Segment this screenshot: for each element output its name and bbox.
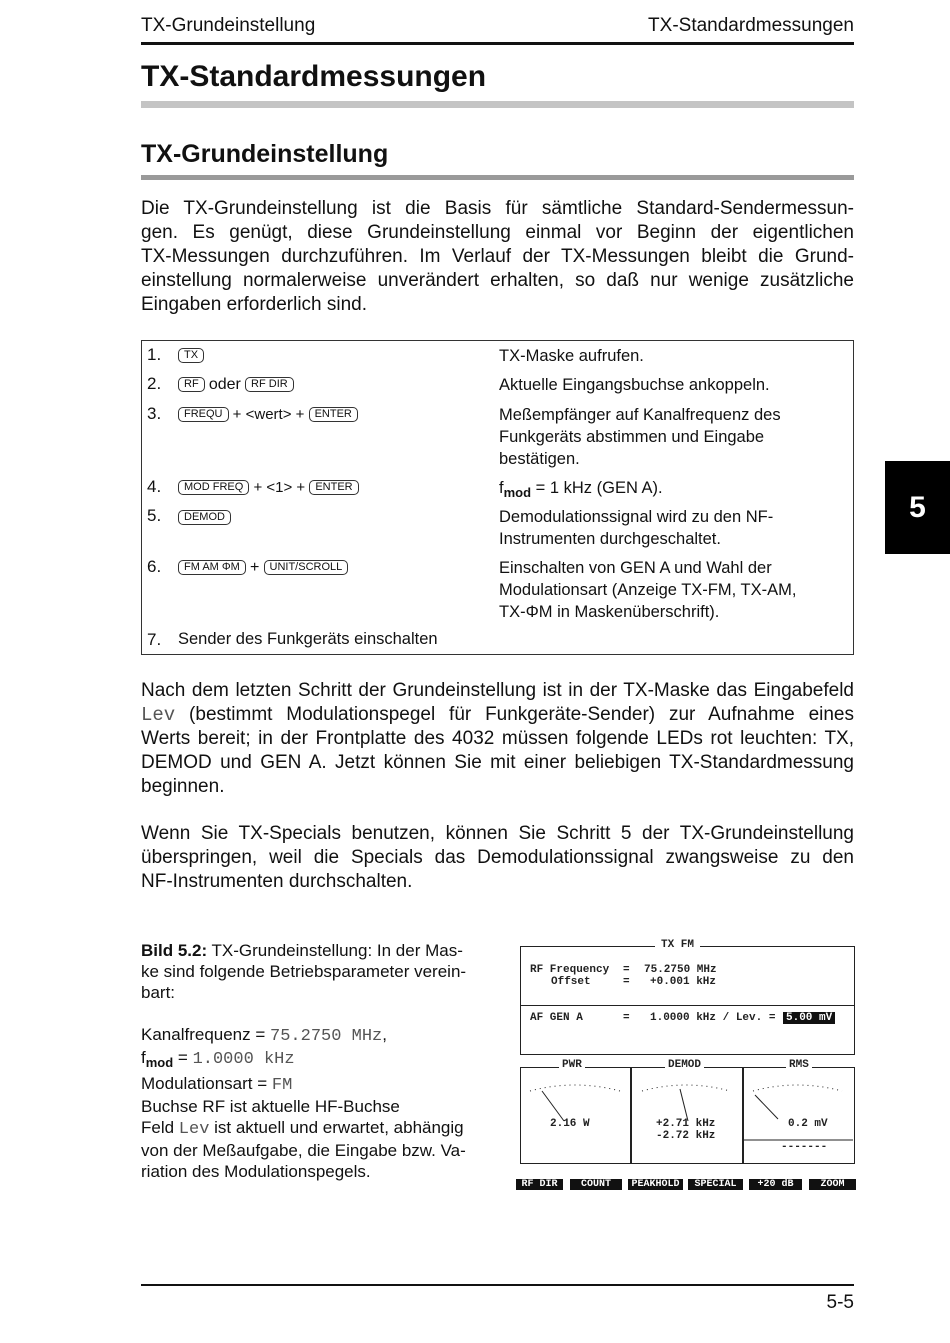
- caption-line: [141, 1024, 486, 1047]
- demod-label: DEMOD: [665, 1059, 704, 1071]
- caption-line: von der Meßaufgabe, die Eingabe bzw. Va-: [141, 1141, 466, 1160]
- rms-needle: [755, 1095, 778, 1119]
- step-keys: [178, 376, 294, 394]
- pwr-needle: [542, 1091, 564, 1121]
- mask-title: TX FM: [655, 939, 700, 951]
- step-connector: oder: [208, 376, 241, 393]
- demod-key: DEMOD: [178, 510, 231, 525]
- step-description: [499, 477, 849, 504]
- step-description-line: Einschalten von GEN A und Wahl der: [499, 559, 772, 577]
- step-description-line: Modulationsart (Anzeige TX-FM, TX-AM,: [499, 581, 797, 599]
- step-description-line: Funkgeräts abstimmen und Eingabe: [499, 428, 765, 446]
- step-number: 4.: [147, 477, 162, 496]
- demod-needle: [680, 1089, 688, 1121]
- figure-label: Bild 5.2:: [141, 941, 208, 960]
- demod-value-positive: +2.71 kHz: [656, 1118, 716, 1130]
- chapter-tab: 5: [885, 461, 950, 554]
- unit-scroll-key: UNIT/SCROLL: [264, 560, 349, 575]
- step-description-line: bestätigen.: [499, 450, 580, 468]
- step-keys: [178, 559, 348, 577]
- demod-value-negative: -2.72 kHz: [656, 1130, 716, 1142]
- lev-field-name: Lev: [178, 1120, 210, 1139]
- demod-scale: [642, 1085, 730, 1091]
- fmod-symbol: f: [141, 1048, 146, 1067]
- caption-line: ke sind folgende Betriebsparameter verein-: [141, 962, 467, 981]
- offset-label: Offset: [551, 976, 591, 988]
- step-keys: [178, 509, 231, 526]
- enter-key: ENTER: [309, 407, 358, 422]
- caption-text: Modulationsart =: [141, 1074, 272, 1093]
- caption-text: Kanalfrequenz =: [141, 1025, 271, 1044]
- step-number: 6.: [147, 557, 162, 576]
- step-number: 2.: [147, 374, 162, 393]
- softkey-plus20db[interactable]: +20 dB: [749, 1179, 802, 1190]
- paragraph-text: (bestimmt Modulationspegel für Funkgeräte-Sender) zur Aufnahme eines: [175, 704, 854, 725]
- mod-freq-key: MOD FREQ: [178, 480, 249, 495]
- tx-key: TX: [178, 348, 204, 363]
- panel-divider: [521, 1005, 854, 1006]
- page-number: 5-5: [826, 1292, 854, 1313]
- step-description-line: TX-ΦM in Maskenüberschrift).: [499, 603, 720, 621]
- figure-caption: [141, 940, 486, 1182]
- rf-frequency-label: RF Frequency: [530, 964, 610, 976]
- paragraph-line: überspringen, weil die Specials das Demodulationssignal zwangsweise zu den: [141, 847, 854, 868]
- header-rule: [141, 42, 854, 45]
- modulation-type-value: FM: [271, 1076, 293, 1095]
- intro-line: gen. Es genügt, diese Grundeinstellung einmal vor Beginn der eigentlichen: [141, 222, 854, 243]
- step-description: Aktuelle Eingangsbuchse ankoppeln.: [499, 376, 770, 394]
- pwr-scale: [530, 1085, 620, 1091]
- lev-field-name: Lev: [141, 704, 176, 726]
- rms-scale: [753, 1085, 842, 1091]
- caption-line: [141, 1073, 486, 1096]
- caption-line: [141, 1117, 486, 1140]
- paragraph-line: [141, 703, 854, 727]
- softkey-zoom[interactable]: ZOOM: [809, 1179, 856, 1190]
- caption-line: [141, 1047, 486, 1073]
- paragraph-line: Werts bereit; in der Frontplatte des 4032 müssen folgende LEDs rot leuchten: TX,: [141, 728, 854, 749]
- step-keys: [178, 406, 358, 423]
- running-header-left: TX-Grundeinstellung: [141, 15, 316, 36]
- caption-line: riation des Modulationspegels.: [141, 1162, 371, 1181]
- fmod-subscript: mod: [503, 485, 532, 500]
- paragraph-line: Nach dem letzten Schritt der Grundeinstellung ist in der TX-Maske das Eingabefeld: [141, 680, 854, 701]
- fmod-subscript: mod: [145, 1055, 174, 1070]
- step-number: 7.: [147, 630, 162, 649]
- step-description-line: Demodulationssignal wird zu den NF-: [499, 508, 774, 526]
- rf-key: RF: [178, 377, 205, 392]
- lev-value: 5.00 mV: [783, 1012, 835, 1024]
- running-header-right: TX-Standardmessungen: [648, 15, 854, 36]
- section-title: TX-Grundeinstellung: [141, 140, 389, 168]
- intro-paragraph: [141, 197, 854, 317]
- rms-placeholder: -------: [781, 1141, 828, 1153]
- step-description: TX-Maske aufrufen.: [499, 347, 644, 365]
- intro-line: einstellung normalerweise unverändert erhalten, so daß nur wenige zusätzliche: [141, 270, 854, 291]
- paragraph-line: beginnen.: [141, 776, 225, 797]
- intro-line: TX-Messungen durchzuführen. Im Verlauf der TX-Messungen bleibt die Grund-: [141, 246, 854, 267]
- rf-frequency-eq: =: [623, 964, 630, 976]
- caption-text: =: [173, 1048, 193, 1067]
- intro-line: Die TX-Grundeinstellung ist die Basis für sämtliche Standard-Sendermessun-: [141, 198, 854, 219]
- step-description-line: Meßempfänger auf Kanalfrequenz des: [499, 406, 781, 424]
- step-connector: + <1> +: [253, 479, 306, 496]
- step-number: 5.: [147, 506, 162, 525]
- step-description: [499, 404, 849, 470]
- fmod-value: 1.0000 kHz: [192, 1050, 295, 1069]
- step-connector: + <wert> +: [232, 406, 305, 423]
- softkey-special[interactable]: SPECIAL: [688, 1179, 743, 1190]
- caption-text: ist aktuell und erwartet, abhängig: [209, 1118, 464, 1137]
- step-description: [499, 506, 849, 550]
- pwr-value: 2.16 W: [550, 1118, 590, 1130]
- caption-line: bart:: [141, 983, 176, 1002]
- chapter-title-bar: [141, 101, 854, 108]
- step-keys: [178, 347, 204, 364]
- af-gen-value: 1.0000 kHz / Lev. =: [650, 1012, 776, 1024]
- section-title-bar: [141, 175, 854, 180]
- step-description-line: Instrumenten durchgeschaltet.: [499, 530, 721, 548]
- chapter-title: TX-Standardmessungen: [141, 60, 487, 93]
- rms-value: 0.2 mV: [788, 1118, 828, 1130]
- caption-text: Feld: [141, 1118, 179, 1137]
- rms-label: RMS: [786, 1059, 812, 1071]
- specials-paragraph: [141, 822, 854, 894]
- step-description: [499, 557, 849, 623]
- enter-key: ENTER: [309, 480, 358, 495]
- offset-value: +0.001 kHz: [650, 976, 717, 988]
- paragraph-line: NF-Instrumenten durchschalten.: [141, 871, 413, 892]
- fmod-text: = 1 kHz (GEN A).: [531, 479, 663, 497]
- caption-text: TX-Grundeinstellung: In der Mas-: [207, 941, 463, 960]
- af-gen-eq: =: [623, 1012, 630, 1024]
- fmod-symbol: f: [499, 479, 504, 497]
- channel-frequency-value: 75.2750 MHz: [270, 1027, 383, 1046]
- offset-eq: =: [623, 976, 630, 988]
- rf-frequency-value: 75.2750 MHz: [644, 964, 717, 976]
- softkey-count[interactable]: COUNT: [570, 1179, 622, 1190]
- step-number: 3.: [147, 404, 162, 423]
- fm-am-pm-key: FM AM ΦM: [178, 560, 246, 575]
- softkey-peakhold[interactable]: PEAKHOLD: [628, 1179, 683, 1190]
- af-gen-label: AF GEN A: [530, 1012, 583, 1024]
- tx-mask-panel: [520, 946, 855, 1055]
- paragraph-line: Wenn Sie TX-Specials benutzen, können Sie Schritt 5 der TX-Grundeinstellung: [141, 823, 854, 844]
- rf-dir-key: RF DIR: [245, 377, 294, 392]
- footer-rule: [141, 1284, 854, 1286]
- caption-line: Buchse RF ist aktuelle HF-Buchse: [141, 1097, 400, 1116]
- steps-box: [141, 340, 854, 655]
- pwr-label: PWR: [559, 1059, 585, 1071]
- intro-line: Eingaben erforderlich sind.: [141, 294, 368, 315]
- caption-text: ,: [382, 1025, 387, 1044]
- setup-result-paragraph: [141, 679, 854, 799]
- step-keys: [178, 479, 359, 496]
- step-number: 1.: [147, 345, 162, 364]
- frequ-key: FREQU: [178, 407, 229, 422]
- caption-line: [141, 940, 486, 961]
- step-connector: +: [250, 559, 260, 576]
- step-text: Sender des Funkgeräts einschalten: [178, 630, 438, 648]
- softkey-rf-dir[interactable]: RF DIR: [516, 1179, 563, 1190]
- paragraph-line: DEMOD und GEN A. Jetzt können Sie mit einer beliebigen TX-Standardmessung: [141, 752, 854, 773]
